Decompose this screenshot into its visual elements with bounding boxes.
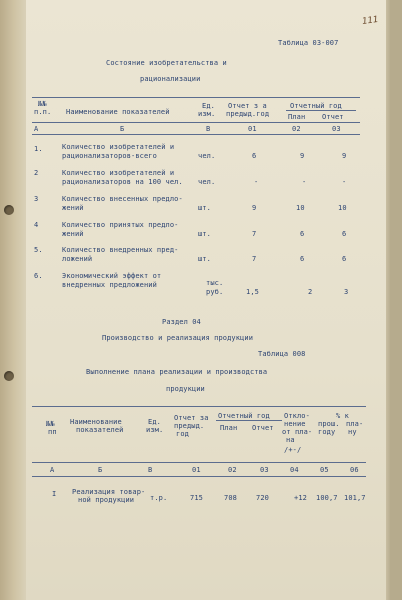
table1-row-unit: шт. xyxy=(198,230,211,238)
table2-row-num: I xyxy=(52,490,57,498)
table1-row-name: рационализаторов на 100 чел. xyxy=(62,178,183,186)
table2-header-num: №№ xyxy=(46,420,55,428)
table1-code: 03 xyxy=(332,125,341,133)
section-title: Раздел 04 xyxy=(162,318,201,326)
table2-row-dev: +12 xyxy=(294,494,307,502)
table1-row-name: Количество внедренных пред- xyxy=(62,246,179,254)
table2-header-pct: году xyxy=(318,428,336,436)
table2-code: 03 xyxy=(260,466,269,474)
table1-row-num: 3 xyxy=(34,195,39,203)
table1-row-prev: 9 xyxy=(252,204,257,212)
table1-code: Б xyxy=(120,125,125,133)
table1-top-rule xyxy=(32,97,360,98)
table1-row-name: ложений xyxy=(62,255,93,263)
table1-row-num: 5. xyxy=(34,246,43,254)
table1-header-num: п.п. xyxy=(34,108,52,116)
table2-header-dev: на xyxy=(286,436,295,444)
table2-top-rule xyxy=(32,406,366,407)
table1-year-rule xyxy=(286,110,356,111)
table1-row-plan: 2 xyxy=(308,288,313,296)
document-page xyxy=(26,0,394,600)
table2-code: 01 xyxy=(192,466,201,474)
table2-header-fact: Отчет xyxy=(252,424,274,432)
table1-title: рационализации xyxy=(140,75,201,83)
table2-title: продукции xyxy=(166,385,205,393)
table1-header-rule xyxy=(32,122,360,123)
table1-row-unit: руб. xyxy=(206,288,224,296)
table2-header-pct: пла- xyxy=(346,420,364,428)
table2-label: Таблица 008 xyxy=(258,350,306,358)
table1-header-num: №№ xyxy=(38,100,47,108)
table1-header-unit: изм. xyxy=(198,110,216,118)
table1-header-plan: План xyxy=(288,113,306,121)
table1-row-num: 1. xyxy=(34,145,43,153)
table2-header-pct: ну xyxy=(348,428,357,436)
table2-header-unit: Ед. xyxy=(148,418,161,426)
table1-header-year: Отчетный год xyxy=(290,102,342,110)
table1-title: Состояние изобретательства и xyxy=(106,59,227,67)
table2-row-fact: 720 xyxy=(256,494,269,502)
table2-row-name: Реализация товар- xyxy=(72,488,146,496)
table1-code: 02 xyxy=(292,125,301,133)
table2-code: 06 xyxy=(350,466,359,474)
table2-row-pct-plan: 101,7 xyxy=(344,494,366,502)
table1-code: 01 xyxy=(248,125,257,133)
table2-header-year: Отчетный год xyxy=(218,412,270,420)
table1-label: Таблица 03-007 xyxy=(278,39,339,47)
table1-row-num: 2 xyxy=(34,169,39,177)
table2-header-prev: год xyxy=(176,430,189,438)
binder-hole xyxy=(4,205,14,215)
table2-title: Выполнение плана реализации и производства xyxy=(86,368,268,376)
table1-row-plan: 6 xyxy=(300,230,305,238)
table2-header-dev: нение xyxy=(284,420,306,428)
table2-row-prev: 715 xyxy=(190,494,203,502)
table2-header-plan: План xyxy=(220,424,238,432)
section-subtitle: Производство и реализация продукции xyxy=(102,334,254,342)
table2-header-unit: изм. xyxy=(146,426,164,434)
table2-row-pct-prev: 100,7 xyxy=(316,494,338,502)
table1-row-fact: 6 xyxy=(342,255,347,263)
table1-header-name: Наименование показателей xyxy=(66,108,170,116)
table2-header-dev: от пла- xyxy=(282,428,313,436)
table1-row-fact: 3 xyxy=(344,288,349,296)
table1-row-num: 6. xyxy=(34,272,43,280)
table1-header-fact: Отчет xyxy=(322,113,344,121)
table2-code: 02 xyxy=(228,466,237,474)
table2-code: А xyxy=(50,466,55,474)
table2-code-rule xyxy=(32,476,366,477)
table1-row-name: Экономический эффект от xyxy=(62,272,162,280)
table1-code: В xyxy=(206,125,211,133)
binder-hole xyxy=(4,371,14,381)
table2-header-dev: Откло- xyxy=(284,412,310,420)
table1-row-prev: 1,5 xyxy=(246,288,259,296)
table2-row-unit: т.р. xyxy=(150,494,168,502)
table2-header-rule xyxy=(32,462,366,463)
table1-header-prev: предыд.год xyxy=(226,110,270,118)
folio-number: 111 xyxy=(361,14,379,28)
table1-header-prev: Отчет з а xyxy=(228,102,267,110)
table1-row-prev: 6 xyxy=(252,152,257,160)
table1-row-name: Количество внесенных предло- xyxy=(62,195,183,203)
table1-row-unit: шт. xyxy=(198,255,211,263)
table1-row-prev: 7 xyxy=(252,230,257,238)
table1-row-unit: шт. xyxy=(198,204,211,212)
table1-row-prev: - xyxy=(254,178,259,186)
table2-header-num: пп xyxy=(48,428,57,436)
table1-row-name: рационализаторов-всего xyxy=(62,152,157,160)
table1-row-name: Количество изобретателей и xyxy=(62,169,175,177)
table2-header-dev: /+-/ xyxy=(284,446,302,454)
table1-row-unit: чел. xyxy=(198,178,216,186)
table1-row-num: 4 xyxy=(34,221,39,229)
underlying-sheet xyxy=(390,0,402,600)
table2-header-pct: прош. xyxy=(318,420,340,428)
table1-row-prev: 7 xyxy=(252,255,257,263)
binding-edge xyxy=(0,0,26,600)
table2-code: 05 xyxy=(320,466,329,474)
table2-header-prev: Отчет за xyxy=(174,414,209,422)
table1-row-plan: 9 xyxy=(300,152,305,160)
table1-header-unit: Ед. xyxy=(202,102,215,110)
table2-header-name: показателей xyxy=(76,426,124,434)
table2-header-pct: % к xyxy=(336,412,349,420)
table1-row-fact: 10 xyxy=(338,204,347,212)
table2-code: 04 xyxy=(290,466,299,474)
table1-row-fact: 9 xyxy=(342,152,347,160)
table2-code: Б xyxy=(98,466,103,474)
table2-header-prev: предыд. xyxy=(174,422,205,430)
table1-row-name: Количество изобретателей и xyxy=(62,143,175,151)
table1-row-name: жений xyxy=(62,230,84,238)
table1-row-plan: 6 xyxy=(300,255,305,263)
table1-code: А xyxy=(34,125,39,133)
table1-row-unit: чел. xyxy=(198,152,216,160)
table1-row-plan: 10 xyxy=(296,204,305,212)
table2-year-rule xyxy=(216,420,282,421)
table1-row-unit: тыс. xyxy=(206,279,224,287)
table1-row-fact: - xyxy=(342,178,347,186)
table2-code: В xyxy=(148,466,153,474)
table2-header-name: Наименование xyxy=(70,418,122,426)
table1-row-fact: 6 xyxy=(342,230,347,238)
table1-row-name: Количество принятых предло- xyxy=(62,221,179,229)
table1-row-plan: - xyxy=(302,178,307,186)
table1-row-name: внедренных предложений xyxy=(62,281,157,289)
table2-row-plan: 708 xyxy=(224,494,237,502)
table1-code-rule xyxy=(32,134,360,135)
table1-row-name: жений xyxy=(62,204,84,212)
table2-row-name: ной продукции xyxy=(78,496,135,504)
